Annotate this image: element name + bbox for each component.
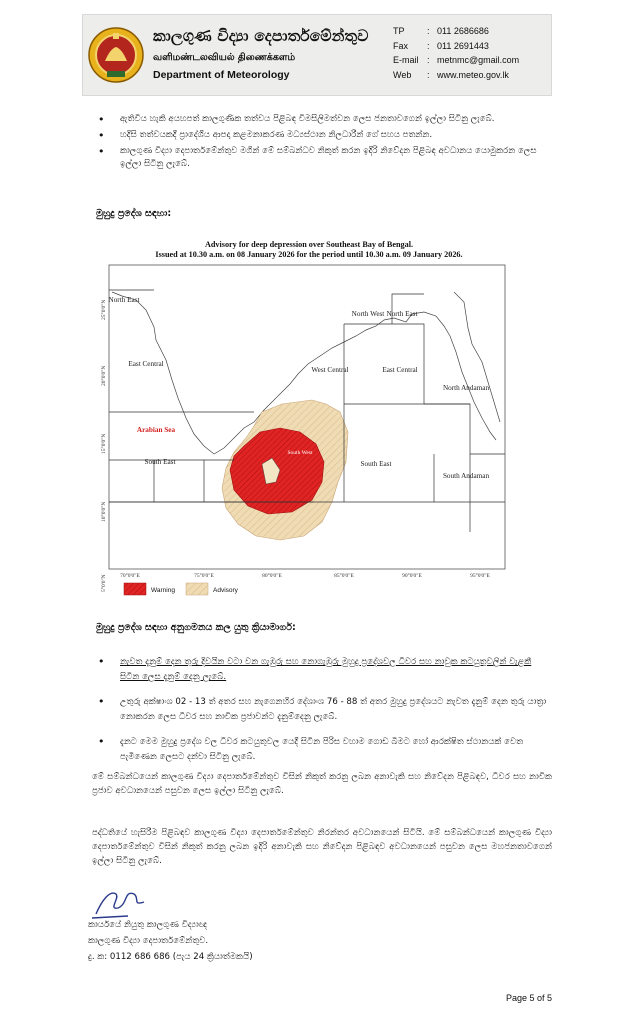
latitude-labels — [100, 300, 107, 592]
letterhead — [82, 14, 552, 96]
intro-bullet-list — [92, 113, 552, 171]
region-label: Arabian Sea — [136, 426, 176, 434]
lat-label: 25°0'0"N — [101, 299, 107, 320]
lon-label: 80°0'0"E — [262, 573, 282, 579]
department-name-tamil: வளிமண்டலவியல் திணைக்களம் — [153, 52, 296, 63]
contact-row: Fax : 011 2691443 — [393, 40, 489, 51]
region-label: South Andaman — [442, 472, 490, 480]
longitude-labels — [120, 572, 490, 579]
signatory-department: කාලගුණ විද්‍යා දෙපාර්තමේන්තුව. — [88, 936, 209, 946]
lon-label: 75°0'0"E — [194, 573, 214, 579]
department-name-english: Department of Meteorology — [153, 69, 290, 81]
map-legend — [124, 583, 239, 595]
lon-label: 70°0'0"E — [120, 573, 140, 579]
contact-row: E-mail : metnmc@gmail.com — [393, 53, 519, 68]
list-item: • උතුරු අක්ෂාංශ 02 - 13 ත් අතර සහ නැගෙනහිර දේශාංශ 76 - 88 ත් අතර මුහුදු ප්‍රදේශයට නැවත දැනුම් දෙන තුරු යාත්‍රා නොකරන ලෙස ධීවර සහ නාවික ප්‍රජාවන්ට දැනුම්දෙනු ලැබේ. — [92, 695, 552, 725]
lat-label: 20°0'0"N — [101, 365, 107, 386]
lon-label: 95°0'0"E — [470, 573, 490, 579]
lon-label: 90°0'0"E — [402, 573, 422, 579]
signatory-title: කාර්යයේ නියුතු කාලගුණ විද්‍යාඥ — [88, 920, 208, 930]
action-bullet-list — [92, 655, 552, 765]
advisory-map — [94, 232, 524, 602]
lat-label: 15°0'0"N — [101, 433, 107, 454]
signatory-phone: දු. ක: 0112 686 686 (පැය 24 ක්‍රියාත්මකයි) — [88, 952, 253, 962]
region-label: East Central — [128, 360, 164, 368]
website-link[interactable]: www.meteo.gov.lk — [437, 69, 509, 80]
lat-label: 5°0'0"N — [101, 574, 107, 592]
legend-warning-swatch — [124, 583, 146, 595]
list-item: • දැනට මෙම මුහුදු ප්‍රදේශ වල ධීවර කටයුතුවල යෙදී සිටින පිරිස වහාම ගොඩ බිමට හෝ ආරක්ෂිත ස්ථානයක් වෙත පැමිණෙන ලෙසට දන්වා සිටිනු ලැබේ. — [92, 735, 552, 765]
region-label: East Central — [382, 366, 418, 374]
region-label: North East — [108, 296, 140, 304]
paragraph-system-monitoring: පද්ධතියේ හැසිරීම පිළිබඳව කාලගුණ විද්‍යා දෙපාර්තමේන්තුව නිරන්තර අවධානයෙන් සිටියි. මේ සම්බන්ධයෙන් කාලගුණ විද්‍යා දෙපාර්තමේන්තුව විසින් නිකුත් කරනු ලබන ඉදිරි අනාවැකි සහ නිවේදන පිළිබඳව අවධානයෙන් පසුවන ලෙස මහජනතාවගෙන් ඉල්ලා සිටිනු ලැබේ. — [92, 828, 552, 866]
actions-heading: මුහුදු ප්‍රදේශ සඳහා අනුගමනය කල යුතු ක්‍රියාමාර්ග: — [96, 622, 296, 633]
region-label: West Central — [311, 366, 349, 374]
region-label: North East — [386, 310, 418, 318]
department-name-sinhala: කාලගුණ විද්‍යා දෙපාර්තමේන්තුව — [153, 27, 369, 45]
sea-areas-heading: මුහුදු ප්‍රදේශ සඳහා: — [96, 208, 172, 219]
legend-advisory-swatch — [186, 583, 208, 595]
paragraph-forecast-notice: මේ සම්බන්ධයෙන් කාලගුණ විද්‍යා දෙපාර්තමේන්තුව විසින් නිකුත් කරනු ලබන අනාවැකි සහ නිවේදන පිළිබඳව, ධීවර සහ නාවික ප්‍රජාව අවධානයෙන් පසුවන ලෙස ඉල්ලා සිටිනු ලැබේ. — [92, 772, 552, 796]
region-label: North West — [351, 310, 385, 318]
region-label: South East — [144, 458, 176, 466]
list-item: • හදිසි තත්වයකදී ප්‍රාදේශීය ආපදා කළමනාකරණ මධ්‍යස්ථාන නිලධාරීන් ගේ සහය පතන්න. — [92, 129, 552, 142]
page-number: Page 5 of 5 — [505, 993, 552, 1003]
contact-block — [393, 24, 519, 82]
contact-row: Web : www.meteo.gov.lk — [393, 68, 519, 83]
sri-lanka-emblem-icon — [87, 21, 145, 89]
region-label: South East — [360, 460, 392, 468]
list-item: • නැවත දැනුම් දෙන තුරු දිවයින වටා වන ගැඹුරු සහ නොගැඹුරු මුහුදු ප්‍රදේශවල ධීවර සහ නාවුක කටයුතුවලින් වැළකී සිටින ලෙස දැනුම් දෙනු ලැබේ. — [92, 655, 552, 685]
region-label: North Andaman — [442, 384, 490, 392]
lat-label: 10°0'0"N — [101, 501, 107, 522]
region-label: South West — [287, 450, 313, 456]
legend-warning-label: Warning — [151, 587, 175, 594]
map-title-line1: Advisory for deep depression over Southeast Bay of Bengal. — [204, 240, 414, 249]
map-title-line2: Issued at 10.30 a.m. on 08 January 2026 for the period until 10.30 a.m. 09 January 2026. — [155, 250, 463, 259]
legend-advisory-label: Advisory — [213, 587, 238, 594]
lon-label: 85°0'0"E — [334, 573, 354, 579]
contact-row: TP : 011 2686686 — [393, 26, 489, 36]
list-item: • ඇතිවිය හැකි අයහපත් කාලගුණික තත්වය පිළිබඳ විමසිලිමත්වන ලෙස ජනතාවගෙන් ඉල්ලා සිටිනු ලැබේ. — [92, 113, 552, 126]
map-canvas — [94, 232, 524, 602]
email-link[interactable]: metnmc@gmail.com — [437, 55, 520, 65]
list-item: • කාලගුණ විද්‍යා දෙපාර්තමේන්තුව මගින් මේ සම්බන්ධව නිකුත් කරන ඉදිරි නිවේදන පිළිබඳ අවධානය යොමුකරන ලෙස ඉල්ලා සිටිනු ලැබේ. — [92, 145, 552, 171]
